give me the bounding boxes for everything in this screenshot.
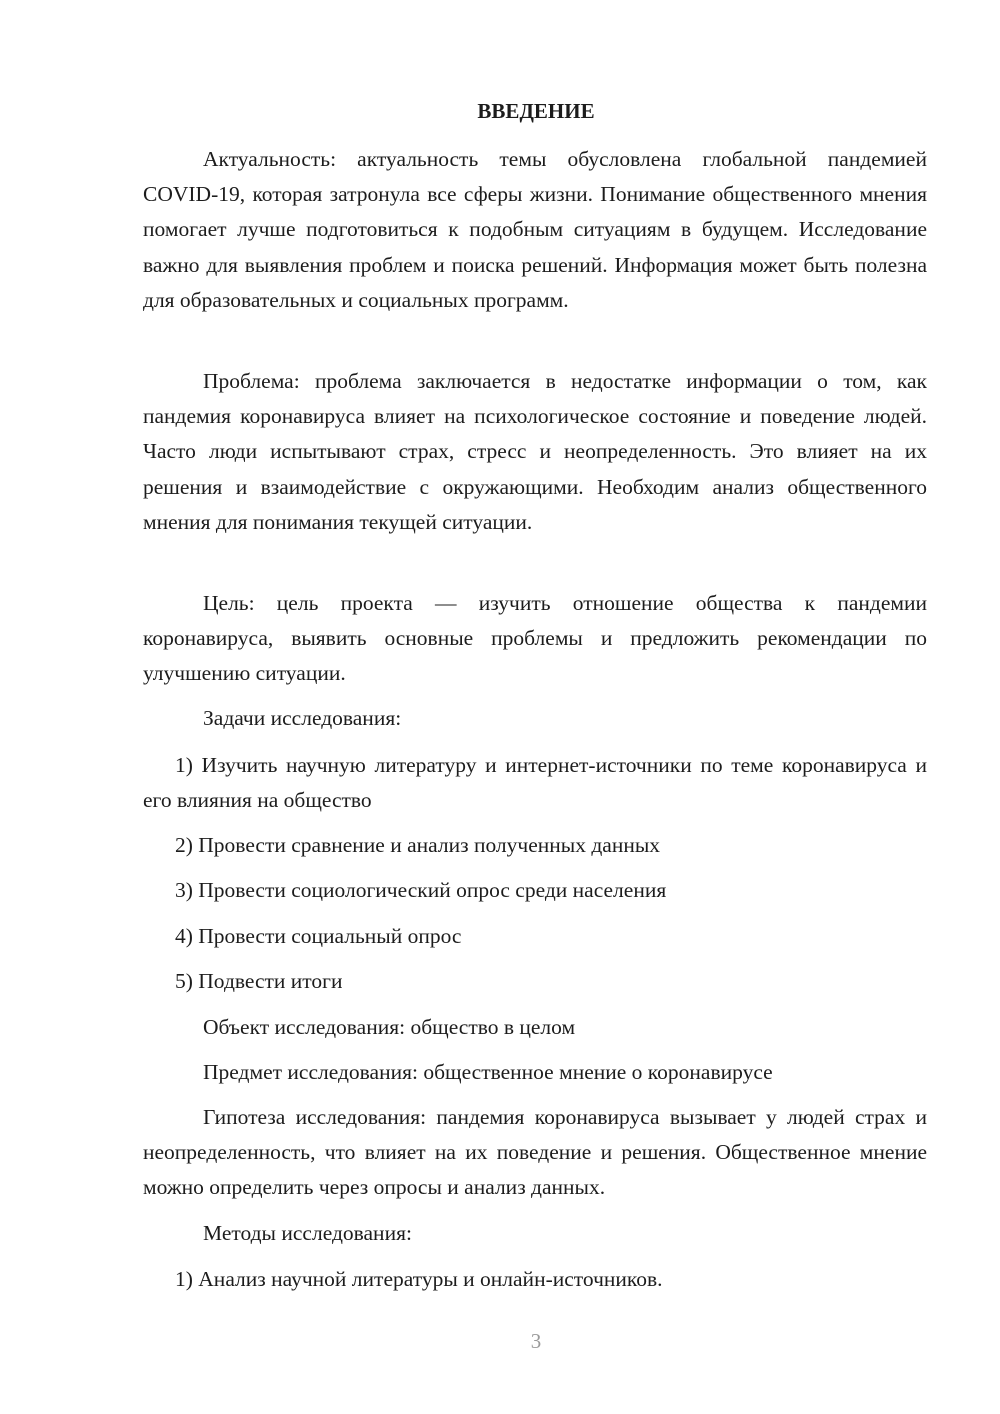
task-item-5: 5) Подвести итоги (175, 969, 343, 993)
task-item-4: 4) Провести социальный опрос (175, 924, 462, 948)
research-subject: Предмет исследования: общественное мнение о коронавирусе (203, 1060, 773, 1084)
problem-paragraph: Проблема: проблема заключается в недостатке информации о том, как пандемия коронавируса влияет на психологическое состояние и поведение людей. Часто люди испытывают страх, стресс и неопределенность. Это влияет на их решения и взаимодействие с окружающими. Необходим анализ общественного мнения для понимания текущей ситуации. (143, 369, 927, 534)
methods-heading: Методы исследования: (203, 1221, 412, 1245)
page-number: 3 (530, 1329, 542, 1353)
research-object: Объект исследования: общество в целом (203, 1015, 576, 1039)
relevance-paragraph: Актуальность: актуальность темы обусловлена глобальной пандемией COVID-19, которая затронула все сферы жизни. Понимание общественного мнения помогает лучше подготовиться к подобным ситуациям в будущем. Исследование важно для выявления проблем и поиска решений. Информация может быть полезна для образовательных и социальных программ. (143, 147, 927, 312)
page-title: ВВЕДЕНИЕ (477, 99, 595, 123)
task-item-1: 1) Изучить научную литературу и интернет-источники по теме коронавируса и его влияния на общество (143, 753, 927, 813)
task-item-2: 2) Провести сравнение и анализ полученных данных (175, 833, 661, 857)
method-item-1: 1) Анализ научной литературы и онлайн-источников. (175, 1267, 663, 1291)
task-item-3: 3) Провести социологический опрос среди населения (175, 878, 667, 902)
hypothesis-paragraph: Гипотеза исследования: пандемия коронавируса вызывает у людей страх и неопределенность, что влияет на их поведение и решения. Общественное мнение можно определить через опросы и анализ данных. (143, 1105, 927, 1200)
tasks-heading: Задачи исследования: (203, 706, 402, 730)
goal-paragraph: Цель: цель проекта — изучить отношение общества к пандемии коронавируса, выявить основные проблемы и предложить рекомендации по улучшению ситуации. (143, 591, 927, 686)
